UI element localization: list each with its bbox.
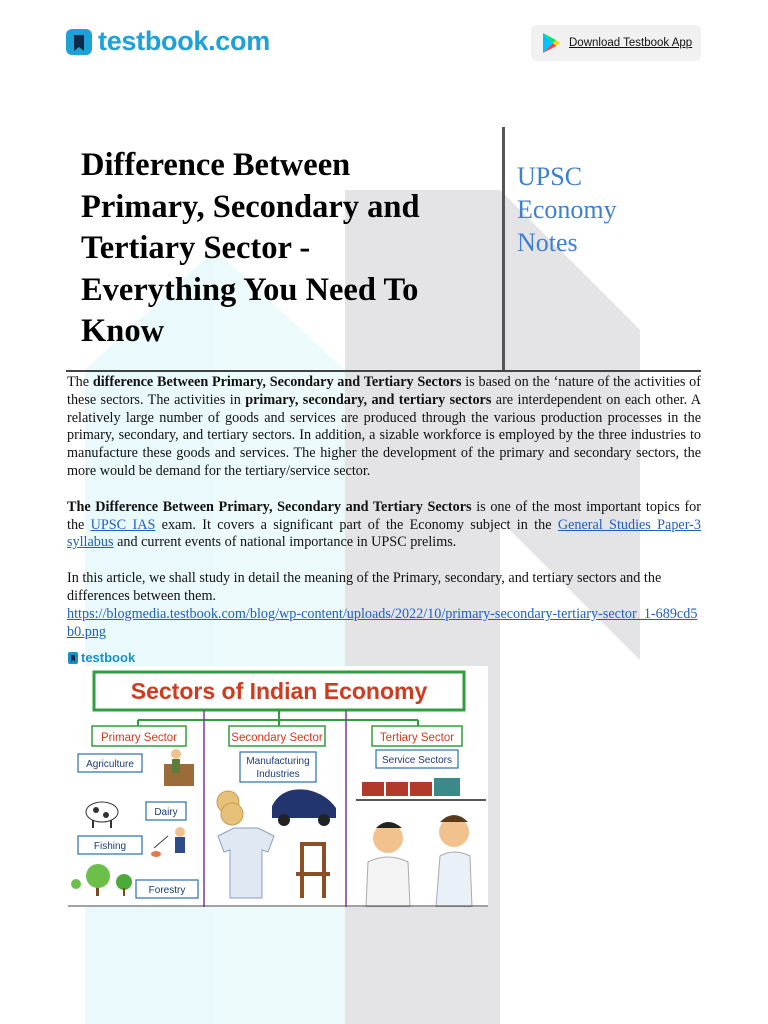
agriculture-label: Agriculture [86,759,134,770]
text: is one of the most important topics for the [67,498,701,533]
service-sectors-label: Service Sectors [381,755,453,766]
category-line: Notes [517,228,578,257]
paragraph-importance [67,499,701,552]
teacher-illustration [436,815,472,907]
page-header [0,0,768,90]
text: is based on the ‘nature of the activities of these sectors. The activities in [67,374,701,408]
bold-text: The Difference Between Primary, Secondary and Tertiary Sectors [67,498,472,515]
text: exam. It covers a significant part of the Economy subject in the [155,516,558,533]
paragraph-article-scope [67,570,701,641]
fishing-label: Fishing [93,841,127,852]
doctor-illustration [366,822,410,907]
title-line: Tertiary Sector - [81,230,311,266]
google-play-icon [541,32,561,54]
paragraph-intro [67,374,701,481]
industries-label: Industries [256,769,300,780]
upsc-ias-link[interactable]: UPSC IAS [90,516,156,533]
download-app-label: Download Testbook App [569,37,693,49]
primary-sector-heading: Primary Sector [100,732,178,744]
text: In this article, we shall study in detail the meaning of the Primary, secondary, and tertiary sectors and the differences between them. [67,570,662,604]
testbook-logo-icon [66,27,92,57]
category-label [517,160,677,259]
infographic-logo [68,650,135,665]
image-url-link[interactable]: https://blogmedia.testbook.com/blog/wp-content/uploads/2022/10/primary-secondary-tertiary-sector_1-689cd5b0.png [67,605,698,640]
title-line: Know [81,313,165,349]
page-title [81,145,491,353]
logo-text: testbook.com [98,26,270,56]
gs-paper-3-syllabus-link[interactable]: General Studies Paper-3 syllabus [67,516,701,551]
article-body [67,374,701,641]
category-line: Economy [517,195,617,224]
cow-illustration [86,802,118,828]
download-app-button[interactable] [531,25,701,61]
secondary-sector-heading: Secondary Sector [231,732,323,744]
testbook-logo[interactable] [66,26,270,57]
title-line: Difference Between [81,147,351,183]
bold-text: primary, secondary, and tertiary sectors [245,391,492,408]
testbook-logo-icon [68,652,78,664]
chair-illustration [296,842,330,898]
title-divider-vertical [502,127,505,371]
train-illustration [356,778,486,800]
fisherman-illustration [151,827,185,857]
bold-text: difference Between Primary, Secondary and Tertiary Sectors [92,374,462,390]
biscuits-illustration [217,791,243,825]
text: are interdependent on each other. A relatively large number of goods and services are produced through the various production processes in the primary, secondary, and tertiary sectors. In addition, a sizable workforce is employed by the three industries to manufacture these goods and services. The higher the development of the primary and secondary sectors, the more would be demand for the tertiary/service sector. [67,391,701,479]
text: and current events of national importance in UPSC prelims. [113,534,457,551]
infographic-title: Sectors of Indian Economy [130,678,428,704]
farmer-illustration [164,749,194,786]
title-line: Primary, Secondary and [81,188,420,225]
dairy-label: Dairy [154,807,178,818]
forestry-label: Forestry [148,885,186,896]
shirt-illustration [218,828,274,898]
title-line: Everything You Need To [81,271,419,308]
tertiary-sector-heading: Tertiary Sector [379,732,455,744]
manufacturing-label: Manufacturing [246,756,310,767]
sectors-infographic [68,666,488,907]
infographic-logo-text: testbook [81,650,136,665]
car-illustration [272,789,336,826]
category-line: UPSC [517,162,583,191]
text: The [67,374,93,390]
trees-illustration [71,864,132,896]
title-divider-horizontal [66,370,701,372]
